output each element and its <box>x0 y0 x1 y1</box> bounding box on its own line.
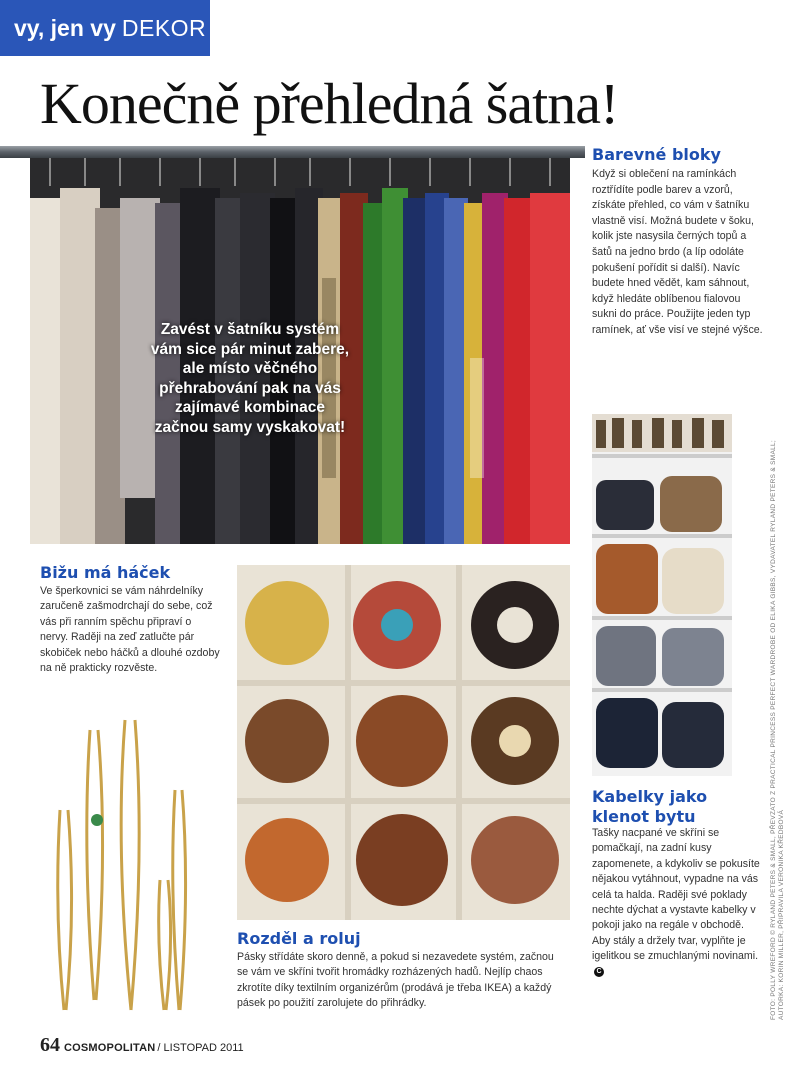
pull-quote: Zavést v šatníku systém vám sice pár minut zabere, ale místo věčného přehrabování pak na vás zajímavé kombinace začnou samy vyskakovat! <box>150 321 350 436</box>
necklaces-photo <box>40 700 225 1015</box>
bizu-text: Ve šperkovnici se vám náhrdelníky zaručeně zašmodrchají do sebe, což vás při ranním spěchu připraví o nervy. Raději na zeď zatlučte pár skobiček nebo háčků a dlouhé ozdoby na ně prakticky rozvěste. <box>40 585 220 675</box>
page-title: Konečně přehledná šatna! <box>40 71 619 136</box>
magazine-name: COSMOPOLITAN <box>64 1042 156 1054</box>
kabelky-text <box>592 826 762 980</box>
handbags-photo <box>592 414 732 776</box>
section-tag-bold: vy, jen vy <box>14 14 116 41</box>
kabelky-body: Tašky nacpané ve skříni se pomačkají, na zadní kusy zapomenete, a kdykoliv se pokusíte nějakou vytáhnout, vypadne na vás celá ta halda. Raději své poklady nechte dýchat a vystavte kabelky v pokoji jako na regále v obchodě. Aby stály a držely tvar, vyplňte je igelitkou se zmuchlanými novinami. <box>592 827 760 963</box>
end-mark-icon: C <box>594 967 604 977</box>
kabelky-heading: Kabelky jako klenot bytu <box>592 787 708 826</box>
section-tag <box>0 0 210 56</box>
rozdel-text: Pásky střídáte skoro denně, a pokud si nezavedete systém, začnou se vám ve skříni tvořit hromádky rozházených hadů. Nejlíp chaos zkrotíte díky textilním organizérům (prodává je třeba IKEA) a každý pásek po použití zarolujete do přihrádky. <box>237 951 554 1010</box>
rozdel-heading: Rozděl a roluj <box>237 929 361 948</box>
barevne-bloky-text: Když si oblečení na ramínkách roztřídíte podle barev a vzorů, získáte přehled, co vám v šatníku vlastně visí. Možná budete v šoku, kolik jste nasysila černých topů a šatů na jedno brdo (a líp odoláte pokušení pořídit si další). Navíc budete hned vědět, kam sáhnout, když hledáte oblíbenou fialovou sukni do práce. Použijte jeden typ ramínek, ať vše visí ve stejné výšce. <box>592 168 763 336</box>
issue-date: / LISTOPAD 2011 <box>157 1042 244 1054</box>
bizu-heading: Bižu má háček <box>40 563 171 582</box>
page-number: 64 <box>40 1034 60 1056</box>
barevne-bloky-heading: Barevné bloky <box>592 145 721 164</box>
photo-credits: FOTO: POLLY WREFORD © RYLAND PETERS & SMALL, PŘEVZATO Z PRACTICAL PRINCESS PERFECT WARDROBE OD ELIKA GIBBS, VYDAVATEL RYLAND PETERS & SMALL; AUTORKA: KORIN MILLER, PŘIPRAVILA VERONIKA KŘEDBOVÁ <box>770 439 785 1020</box>
clothes-rail <box>0 146 585 158</box>
footer <box>40 1034 244 1057</box>
section-tag-light: DEKOR <box>121 14 207 41</box>
belts-photo <box>237 565 570 920</box>
